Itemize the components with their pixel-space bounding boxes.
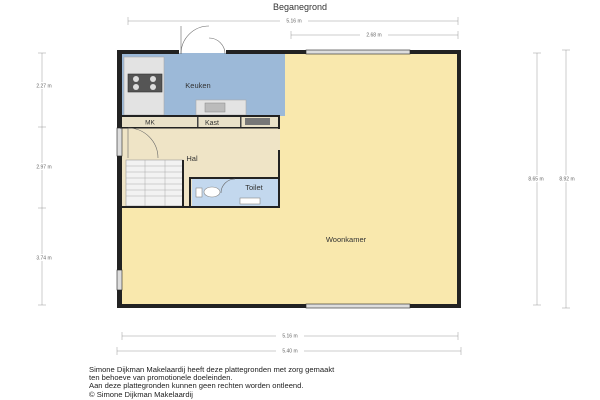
label-kast: Kast [204,120,220,127]
dim-right-1: 8.65 m [528,176,544,183]
dim-bottom-2: 5.40 m [282,348,298,355]
dim-top-outer: 5.16 m [286,18,302,25]
sink-icon [205,103,225,112]
dim-left-2: 2.97 m [36,164,52,171]
washbasin-icon [240,198,260,204]
stove-icon [128,74,162,92]
label-toilet: Toilet [245,183,263,192]
toilet-icon [204,187,220,197]
dim-top-inner: 2.68 m [366,32,382,39]
disclaimer [89,366,334,399]
dim-left-3: 3.74 m [36,255,52,262]
stairs [126,160,183,206]
label-hal: Hal [186,154,198,163]
disclaimer-line-3: Aan deze plattegronden kunnen geen rechten worden ontleend. [89,381,304,391]
disclaimer-line-2: ten behoeve van promotionele doeleinden. [89,373,233,383]
label-mk: MK [145,119,155,127]
dim-bottom-1: 5.16 m [282,333,298,340]
disclaimer-line-4: © Simone Dijkman Makelaardij [89,389,193,399]
dim-right-2: 8.92 m [559,176,575,183]
label-woonkamer: Woonkamer [325,235,367,244]
front-door [181,26,225,54]
dim-left-1: 2.27 m [36,83,52,90]
disclaimer-line-1: Simone Dijkman Makelaardij heeft deze plattegronden met zorg gemaakt [89,365,335,374]
floor-title: Beganegrond [272,2,328,12]
label-keuken: Keuken [185,81,211,90]
